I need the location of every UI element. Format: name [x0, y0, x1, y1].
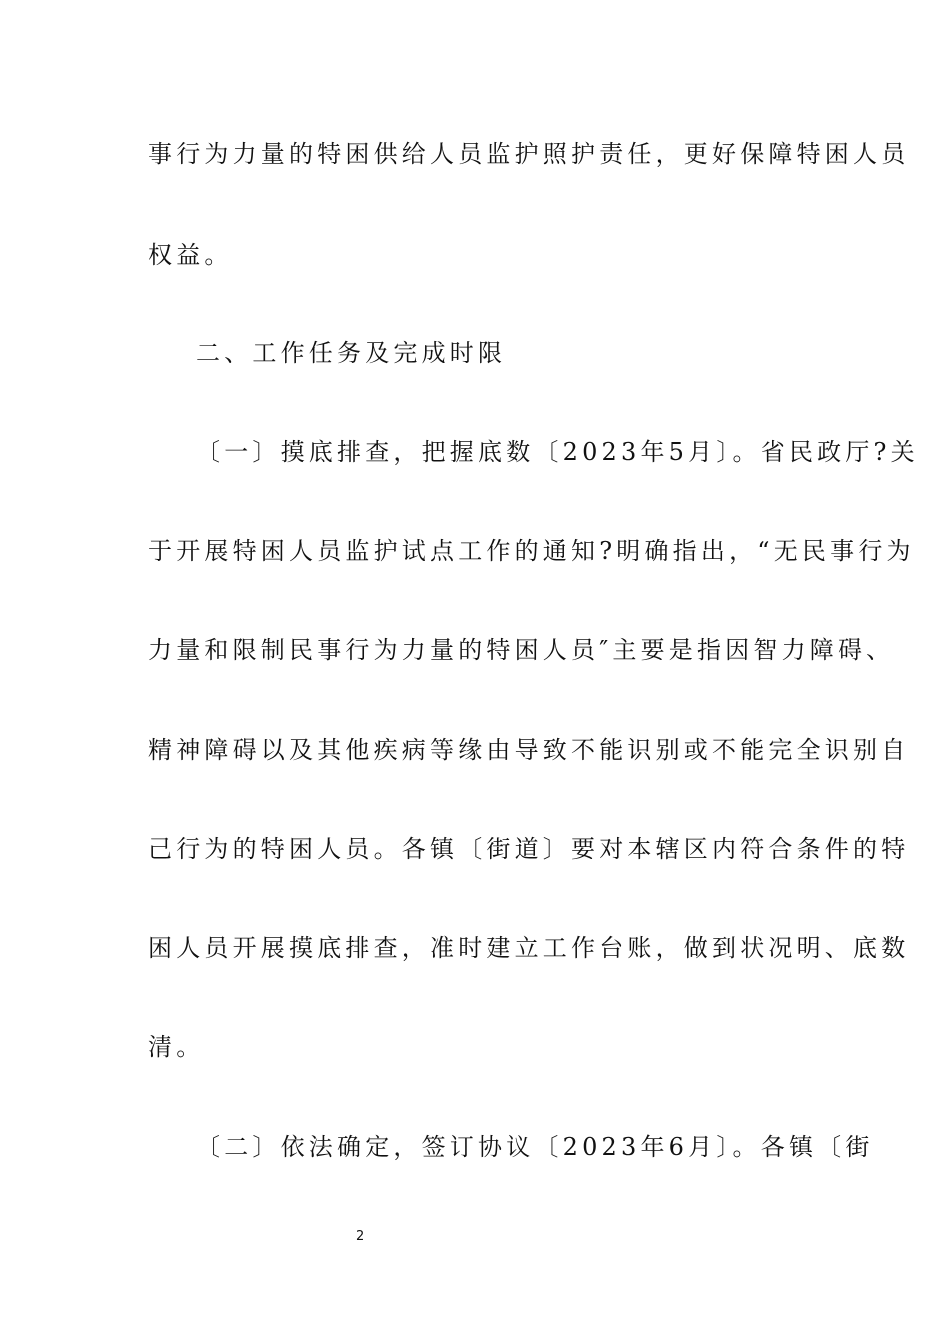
text-line-9: 困人员开展摸底排查，准时建立工作台账，做到状况明、底数 [148, 934, 910, 962]
text-line-5: 于开展特困人员监护试点工作的通知?明确指出，“无民事行为 [148, 537, 915, 565]
text-line-8: 己行为的特困人员。各镇〔街道〕要对本辖区内符合条件的特 [148, 835, 910, 863]
text-line-7: 精神障碍以及其他疾病等缘由导致不能识别或不能完全识别自 [148, 736, 910, 764]
text-line-4: 〔一〕摸底排查，把握底数〔2023年5月〕。省民政厅?关 [196, 438, 919, 466]
text-line-2: 权益。 [148, 241, 233, 269]
text-line-1: 事行为力量的特困供给人员监护照护责任，更好保障特困人员 [148, 140, 910, 168]
text-line-6: 力量和限制民事行为力量的特困人员″主要是指因智力障碍、 [148, 636, 895, 664]
text-line-10: 清。 [148, 1033, 205, 1061]
text-line-11: 〔二〕依法确定，签订协议〔2023年6月〕。各镇〔街 [196, 1133, 874, 1161]
section-heading: 二、工作任务及完成时限 [196, 339, 507, 367]
page-number: 2 [356, 1229, 365, 1244]
